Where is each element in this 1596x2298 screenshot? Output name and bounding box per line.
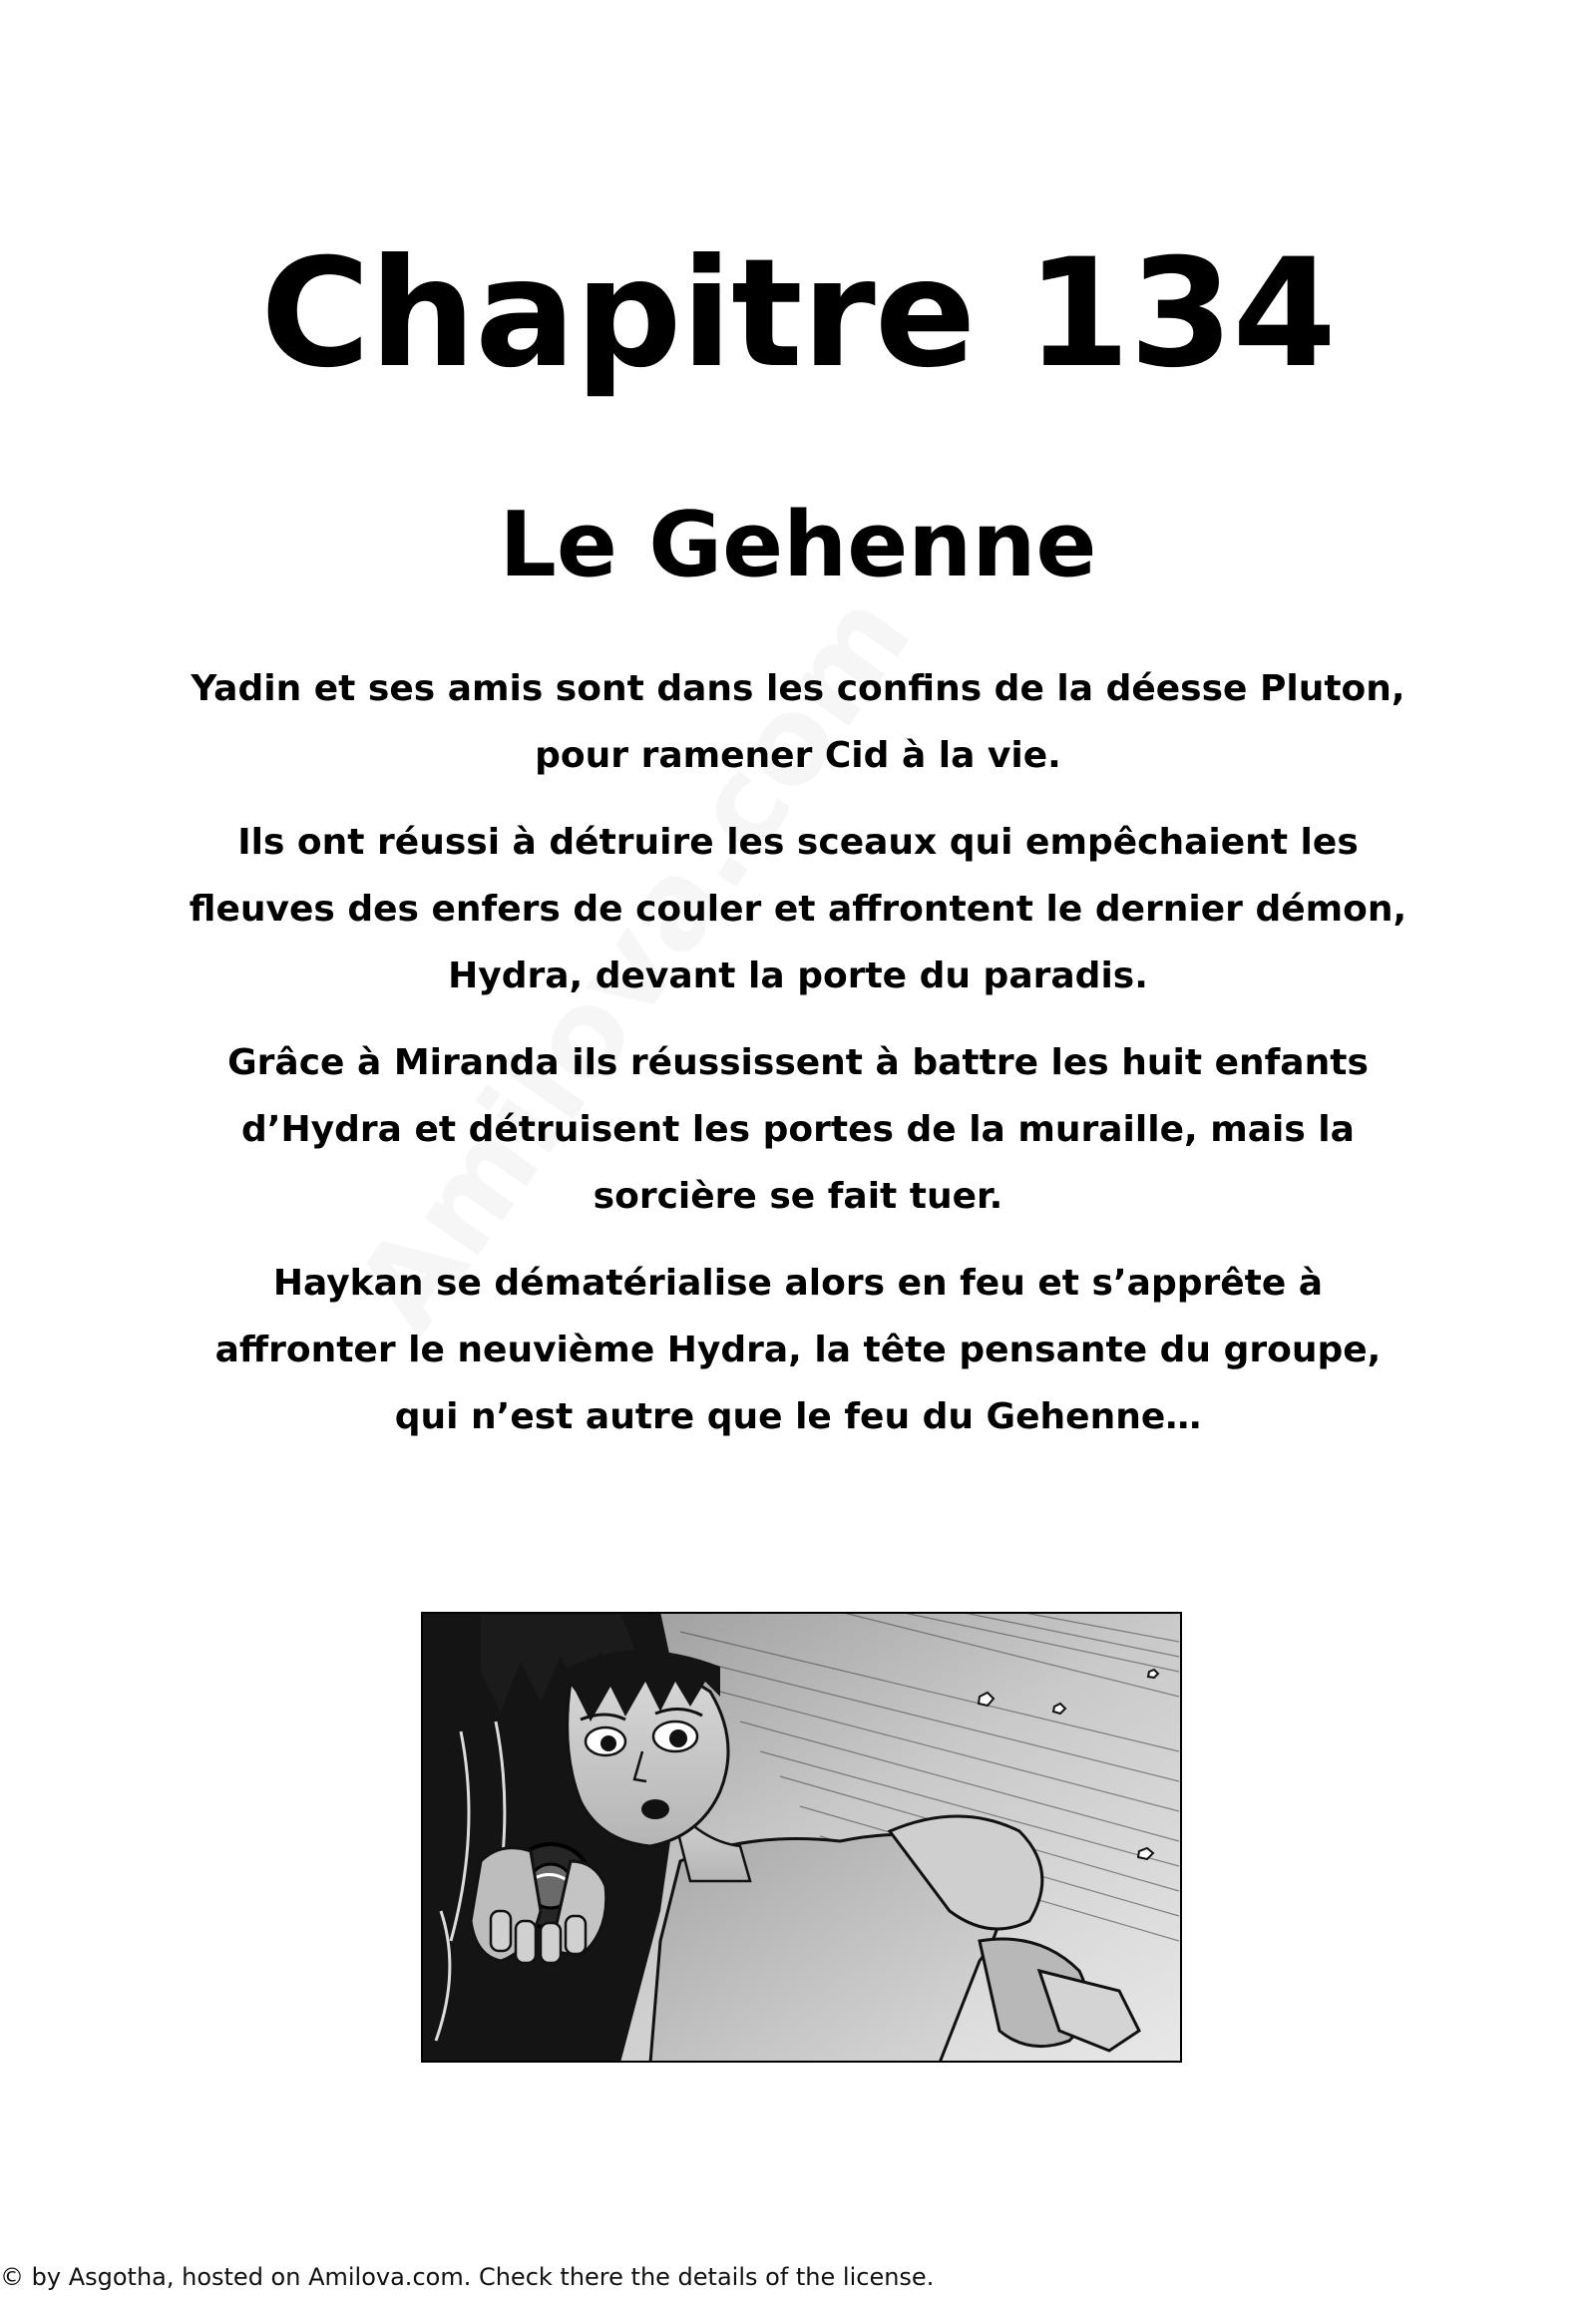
summary-paragraph: Ils ont réussi à détruire les sceaux qui empêchaient les fleuves des enfers de couler et affrontent le dernier démon, Hydra, devant la porte du paradis.	[189, 822, 1407, 996]
summary-paragraph: Yadin et ses amis sont dans les confins de la déesse Pluton, pour ramener Cid à la vie.	[191, 668, 1405, 776]
chapter-title: Chapitre 134	[260, 227, 1336, 401]
comic-panel-illustration	[421, 1612, 1182, 2063]
copyright-footer: © by Asgotha, hosted on Amilova.com. Check there the details of the license.	[0, 2263, 935, 2291]
chapter-summary	[180, 655, 1416, 1470]
summary-paragraph: Haykan se dématérialise alors en feu et s’apprête à affronter le neuvième Hydra, la tête pensante du groupe, qui n’est autre que le feu du Gehenne…	[214, 1263, 1382, 1437]
summary-paragraph: Grâce à Miranda ils réussissent à battre les huit enfants d’Hydra et détruisent les portes de la muraille, mais la sorcière se fait tuer.	[227, 1042, 1369, 1217]
chapter-subtitle: Le Gehenne	[499, 493, 1097, 597]
